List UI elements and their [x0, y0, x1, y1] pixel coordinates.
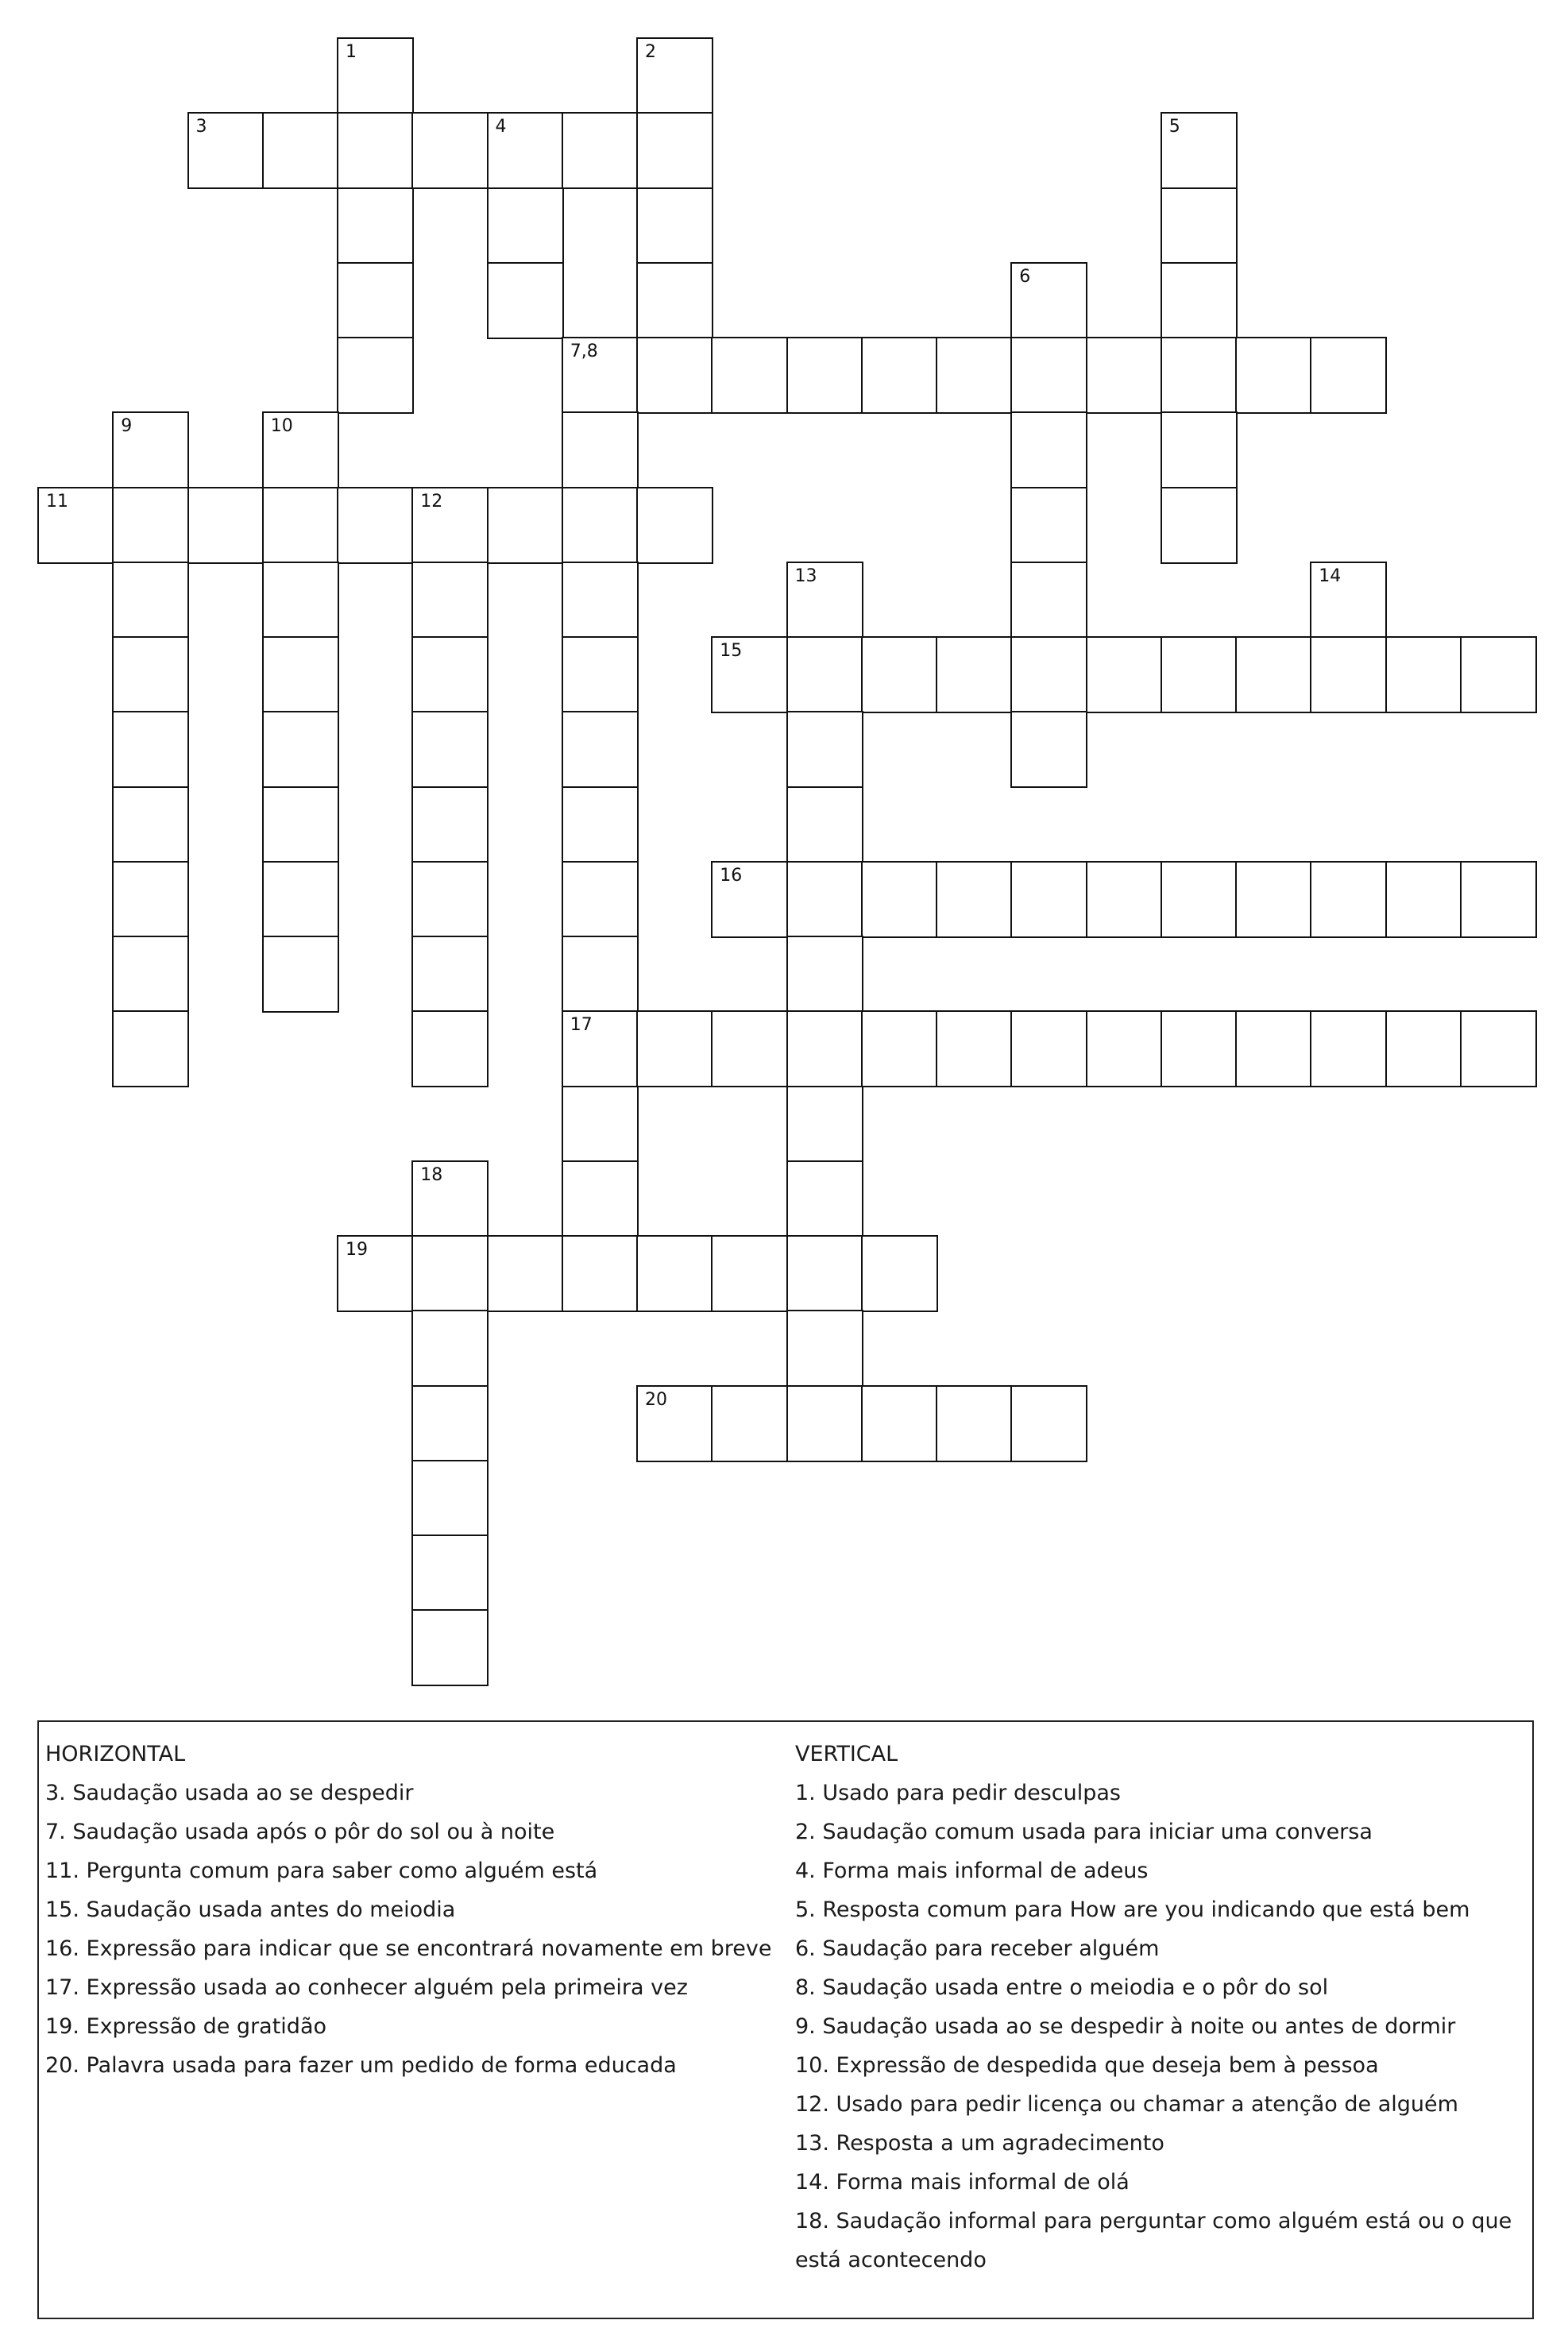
grid-cell[interactable]: [562, 1010, 639, 1087]
clue-v-9: 9. Saudação usada ao se despedir à noite ou antes de dormir: [795, 2014, 1456, 2039]
grid-cell[interactable]: [636, 37, 713, 114]
grid-cell[interactable]: [936, 1010, 1013, 1087]
grid-cell[interactable]: [1010, 337, 1087, 414]
grid-cell[interactable]: [487, 262, 564, 339]
clue-h-3: 3. Saudação usada ao se despedir: [45, 1781, 414, 1805]
grid-cell[interactable]: [636, 1235, 713, 1312]
grid-cell[interactable]: [1460, 1010, 1537, 1087]
grid-cell[interactable]: [112, 711, 189, 788]
clue-number: 19: [346, 1240, 368, 1260]
grid-cell[interactable]: [1310, 337, 1387, 414]
clue-number: 2: [645, 42, 656, 62]
clue-v-13: 13. Resposta a um agradecimento: [795, 2131, 1164, 2156]
grid-cell[interactable]: [1385, 861, 1462, 938]
grid-cell[interactable]: [711, 1010, 788, 1087]
clue-v-1: 1. Usado para pedir desculpas: [795, 1781, 1121, 1805]
grid-cell[interactable]: [861, 1385, 938, 1462]
grid-cell[interactable]: [562, 1160, 639, 1237]
grid-cell[interactable]: [1161, 187, 1238, 264]
grid-cell[interactable]: [936, 636, 1013, 713]
clue-number: 11: [46, 491, 68, 512]
vertical-heading: VERTICAL: [795, 1742, 898, 1766]
clue-h-20: 20. Palavra usada para fazer um pedido de forma educada: [45, 2053, 677, 2078]
grid-cell[interactable]: [187, 487, 265, 564]
grid-cell[interactable]: [636, 487, 713, 564]
clue-number: 16: [720, 865, 743, 886]
clue-number: 13: [794, 566, 817, 586]
grid-cell[interactable]: [411, 786, 489, 863]
clue-number: 15: [720, 641, 743, 661]
grid-cell[interactable]: [112, 936, 189, 1013]
grid-cell[interactable]: [1086, 337, 1163, 414]
grid-cell[interactable]: [1161, 636, 1238, 713]
clue-v-6: 6. Saudação para receber alguém: [795, 1936, 1160, 1961]
clue-number: 7,8: [570, 342, 598, 361]
clue-h-16: 16. Expressão para indicar que se encontrará novamente em breve: [45, 1936, 772, 1961]
grid-cell[interactable]: [411, 861, 489, 938]
grid-cell[interactable]: [861, 1010, 938, 1087]
grid-cell[interactable]: [411, 936, 489, 1013]
grid-cell[interactable]: [112, 786, 189, 863]
grid-cell[interactable]: [37, 487, 114, 564]
grid-cell[interactable]: [1161, 1010, 1238, 1087]
grid-cell[interactable]: [411, 112, 489, 189]
grid-cell[interactable]: [262, 861, 339, 938]
grid-cell[interactable]: [711, 636, 788, 713]
grid-cell[interactable]: [1161, 112, 1238, 189]
grid-cell[interactable]: [337, 262, 414, 339]
clue-number: 14: [1319, 566, 1342, 586]
grid-cell[interactable]: [1010, 262, 1087, 339]
grid-cell[interactable]: [487, 187, 564, 264]
grid-cell[interactable]: [1161, 337, 1238, 414]
grid-cell[interactable]: [337, 37, 414, 114]
grid-cell[interactable]: [786, 1235, 863, 1312]
grid-cell[interactable]: [1235, 1010, 1312, 1087]
grid-cell[interactable]: [411, 711, 489, 788]
grid-cell[interactable]: [337, 337, 414, 414]
horizontal-clues: [45, 1735, 784, 2085]
clue-number: 20: [645, 1389, 667, 1410]
grid-cell[interactable]: [1310, 562, 1387, 639]
clue-number: 1: [346, 42, 357, 62]
grid-cell[interactable]: [1460, 636, 1537, 713]
grid-cell[interactable]: [562, 786, 639, 863]
grid-cell[interactable]: [562, 337, 639, 414]
grid-cell[interactable]: [411, 1609, 489, 1686]
grid-cell[interactable]: [1460, 861, 1537, 938]
grid-cell[interactable]: [1161, 411, 1238, 488]
grid-cell[interactable]: [786, 337, 863, 414]
grid-cell[interactable]: [786, 936, 863, 1013]
grid-cell[interactable]: [636, 112, 713, 189]
grid-cell[interactable]: [337, 487, 414, 564]
clue-number: 5: [1168, 117, 1180, 137]
grid-cell[interactable]: [1010, 562, 1087, 639]
grid-cell[interactable]: [1010, 636, 1087, 713]
grid-cell[interactable]: [337, 1235, 414, 1312]
clue-h-7: 7. Saudação usada após o pôr do sol ou à noite: [45, 1820, 555, 1844]
grid-cell[interactable]: [786, 636, 863, 713]
grid-cell[interactable]: [1161, 487, 1238, 564]
grid-cell[interactable]: [1010, 861, 1087, 938]
grid-cell[interactable]: [562, 411, 639, 488]
grid-cell[interactable]: [1010, 487, 1087, 564]
grid-cell[interactable]: [936, 337, 1013, 414]
grid-cell[interactable]: [1385, 636, 1462, 713]
grid-cell[interactable]: [861, 1235, 938, 1312]
grid-cell[interactable]: [262, 936, 339, 1013]
grid-cell[interactable]: [262, 112, 339, 189]
grid-cell[interactable]: [411, 1460, 489, 1537]
grid-cell[interactable]: [636, 1385, 713, 1462]
clue-h-11: 11. Pergunta comum para saber como alguém está: [45, 1859, 598, 1883]
grid-cell[interactable]: [711, 337, 788, 414]
clue-v-4: 4. Forma mais informal de adeus: [795, 1859, 1149, 1883]
grid-cell[interactable]: [786, 1385, 863, 1462]
grid-cell[interactable]: [112, 1010, 189, 1087]
grid-cell[interactable]: [1010, 711, 1087, 788]
grid-cell[interactable]: [112, 411, 189, 488]
grid-cell[interactable]: [487, 487, 564, 564]
grid-cell[interactable]: [786, 711, 863, 788]
grid-cell[interactable]: [936, 1385, 1013, 1462]
grid-cell[interactable]: [187, 112, 265, 189]
grid-cell[interactable]: [411, 636, 489, 713]
grid-cell[interactable]: [1235, 337, 1312, 414]
grid-cell[interactable]: [936, 861, 1013, 938]
grid-cell[interactable]: [861, 861, 938, 938]
grid-cell[interactable]: [711, 861, 788, 938]
clue-number: 3: [195, 117, 207, 137]
grid-cell[interactable]: [112, 636, 189, 713]
grid-cell[interactable]: [1310, 636, 1387, 713]
clue-v-18-cont: está acontecendo: [795, 2248, 987, 2272]
grid-cell[interactable]: [112, 562, 189, 639]
grid-cell[interactable]: [562, 112, 639, 189]
clue-v-10: 10. Expressão de despedida que deseja bem à pessoa: [795, 2053, 1379, 2078]
grid-cell[interactable]: [786, 562, 863, 639]
clue-number: 4: [495, 117, 507, 137]
grid-cell[interactable]: [1010, 411, 1087, 488]
clue-v-18: 18. Saudação informal para perguntar como alguém está ou o que: [795, 2209, 1512, 2233]
grid-cell[interactable]: [262, 562, 339, 639]
grid-cell[interactable]: [262, 711, 339, 788]
grid-cell[interactable]: [337, 187, 414, 264]
clue-v-2: 2. Saudação comum usada para iniciar uma conversa: [795, 1820, 1373, 1844]
grid-cell[interactable]: [112, 487, 189, 564]
grid-cell[interactable]: [1161, 262, 1238, 339]
grid-cell[interactable]: [562, 636, 639, 713]
clue-h-19: 19. Expressão de gratidão: [45, 2014, 327, 2039]
grid-cell[interactable]: [262, 636, 339, 713]
grid-cell[interactable]: [411, 1385, 489, 1462]
grid-cell[interactable]: [1086, 1010, 1163, 1087]
grid-cell[interactable]: [411, 1535, 489, 1612]
grid-cell[interactable]: [487, 112, 564, 189]
grid-cell[interactable]: [786, 1010, 863, 1087]
grid-cell[interactable]: [786, 1160, 863, 1237]
clue-h-17: 17. Expressão usada ao conhecer alguém pela primeira vez: [45, 1975, 688, 2000]
grid-cell[interactable]: [1385, 1010, 1462, 1087]
grid-cell[interactable]: [411, 1160, 489, 1237]
grid-cell[interactable]: [1161, 861, 1238, 938]
grid-cell[interactable]: [1010, 1385, 1087, 1462]
clue-v-5: 5. Resposta comum para How are you indicando que está bem: [795, 1897, 1470, 1922]
clue-v-8: 8. Saudação usada entre o meiodia e o pôr do sol: [795, 1975, 1329, 2000]
grid-cell[interactable]: [411, 1010, 489, 1087]
grid-cell[interactable]: [1086, 636, 1163, 713]
clue-number: 17: [570, 1015, 593, 1036]
grid-cell[interactable]: [636, 1010, 713, 1087]
grid-cell[interactable]: [337, 112, 414, 189]
grid-cell[interactable]: [562, 861, 639, 938]
grid-cell[interactable]: [262, 487, 339, 564]
clue-number: 9: [121, 416, 133, 437]
clue-number: 6: [1019, 266, 1031, 287]
horizontal-heading: HORIZONTAL: [45, 1742, 186, 1766]
grid-cell[interactable]: [1010, 1010, 1087, 1087]
grid-cell[interactable]: [562, 936, 639, 1013]
grid-cell[interactable]: [786, 786, 863, 863]
grid-cell[interactable]: [1235, 861, 1312, 938]
grid-cell[interactable]: [562, 711, 639, 788]
clue-h-15: 15. Saudação usada antes do meiodia: [45, 1897, 456, 1922]
clue-v-12: 12. Usado para pedir licença ou chamar a atenção de alguém: [795, 2092, 1458, 2117]
grid-cell[interactable]: [262, 786, 339, 863]
grid-cell[interactable]: [487, 1235, 564, 1312]
grid-cell[interactable]: [786, 1310, 863, 1387]
clue-number: 10: [270, 416, 293, 437]
grid-cell[interactable]: [1310, 1010, 1387, 1087]
grid-cell[interactable]: [1235, 636, 1312, 713]
grid-cell[interactable]: [562, 1086, 639, 1163]
grid-cell[interactable]: [861, 636, 938, 713]
vertical-clues: [795, 1735, 1526, 2280]
grid-cell[interactable]: [411, 562, 489, 639]
grid-cell[interactable]: [262, 411, 339, 488]
grid-cell[interactable]: [112, 861, 189, 938]
grid-cell[interactable]: [636, 262, 713, 339]
grid-cell[interactable]: [636, 187, 713, 264]
grid-cell[interactable]: [562, 562, 639, 639]
clue-v-14: 14. Forma mais informal de olá: [795, 2170, 1130, 2195]
grid-cell[interactable]: [1086, 861, 1163, 938]
grid-cell[interactable]: [711, 1385, 788, 1462]
grid-cell[interactable]: [411, 1235, 489, 1312]
grid-cell[interactable]: [786, 861, 863, 938]
clues-panel: [37, 1720, 1534, 2319]
grid-cell[interactable]: [562, 1235, 639, 1312]
clue-number: 12: [420, 491, 443, 512]
grid-cell[interactable]: [636, 337, 713, 414]
grid-cell[interactable]: [786, 1086, 863, 1163]
grid-cell[interactable]: [411, 487, 489, 564]
grid-cell[interactable]: [861, 337, 938, 414]
grid-cell[interactable]: [411, 1310, 489, 1387]
grid-cell[interactable]: [1310, 861, 1387, 938]
grid-cell[interactable]: [562, 487, 639, 564]
clue-number: 18: [420, 1164, 443, 1185]
grid-cell[interactable]: [711, 1235, 788, 1312]
